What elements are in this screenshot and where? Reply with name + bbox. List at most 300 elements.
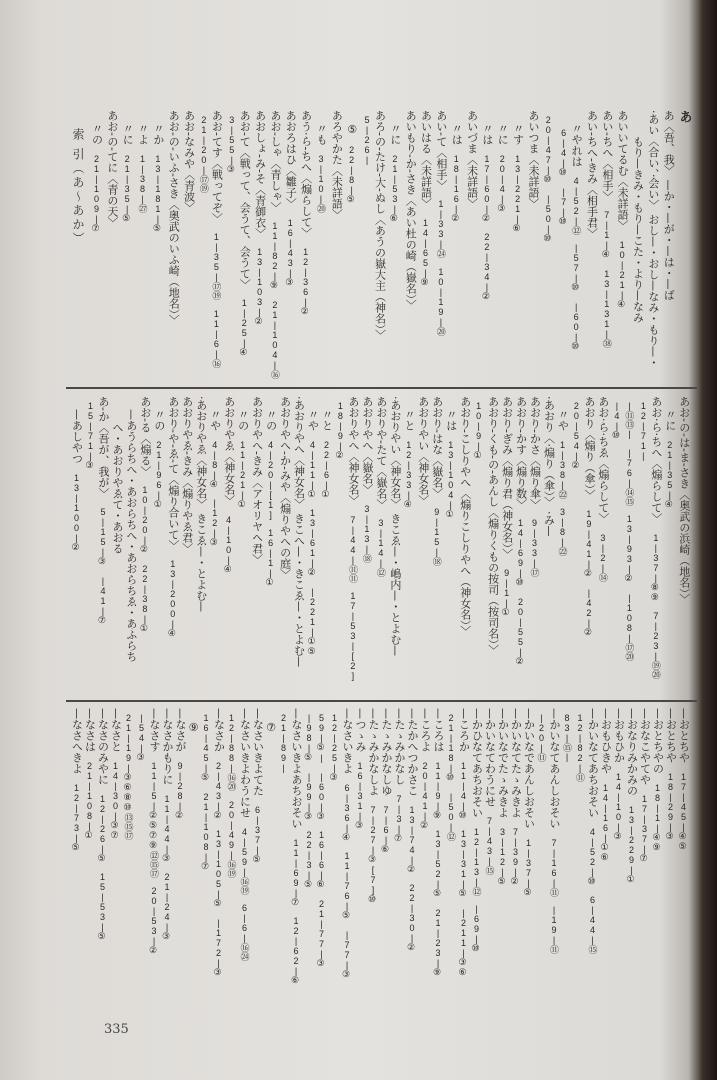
index-entry (70, 396, 83, 694)
entry-reference: |99|③ (304, 771, 314, 822)
entry-reference: 14|16|①⑥ (600, 782, 611, 863)
index-entry (334, 396, 359, 694)
entry-headword: —なさと (109, 708, 123, 752)
divider-rule (66, 700, 697, 702)
entry-reference: 13|229|① (626, 804, 637, 885)
entry-reference: 11|44|③ (162, 793, 172, 864)
entry-reference: 1|38|㉒ (557, 439, 568, 499)
index-entry (511, 110, 524, 382)
entry-headword: 〃の (264, 409, 278, 431)
entry-headword: —かいなてたゝみきよ (509, 708, 523, 818)
entry-reference: 3|14|⑫ (375, 518, 386, 578)
entry-reference: 12|71| (638, 401, 649, 461)
entry-headword: あ-か〈吾が、我が〉 (96, 396, 110, 499)
entry-headword: —おもひか (612, 708, 626, 763)
index-entry (664, 708, 677, 1010)
index-entry (200, 708, 225, 1010)
entry-reference: |4|⑩ (611, 401, 622, 441)
entry-headword: あおり-かさ〈煽り傘〉 (528, 396, 542, 510)
index-entry (84, 396, 109, 694)
entry-headword: —ころか (457, 708, 471, 752)
entry-reference: 7|16|⑪ (549, 837, 559, 897)
entry-reference: 12|73|⑤ (71, 782, 82, 853)
entry-headword: あおりやゑ-きみ〈煽りやゑ君〉 (180, 396, 194, 554)
index-entry (419, 708, 432, 1010)
entry-reference: 83|⑮| (562, 713, 572, 762)
entry-headword: あお-しゃ〈青しゃ〉 (268, 110, 282, 213)
index-entry (138, 396, 151, 694)
entry-headword: あおりやい〈神女名〉 (416, 396, 430, 506)
entry-reference: 13|61|② (307, 508, 318, 578)
index-entry (251, 708, 264, 1010)
entry-reference: 7|23|⑲⑳ (650, 611, 661, 679)
index-entry (277, 708, 302, 1010)
entry-reference: 7|43|⑮ (484, 815, 495, 875)
index-entry (465, 110, 478, 382)
entry-reference: 21|18|⑩ (446, 713, 456, 783)
entry-headword: あおりや-たて〈嶽名〉 (374, 396, 388, 510)
entry-headword: 〃に (388, 123, 402, 145)
entry-headword: 〃やれは (570, 123, 584, 167)
entry-headword: あう·ら-ちへ〈煽らして〉 (299, 110, 313, 239)
index-entry (360, 396, 373, 694)
entry-headword: あおり-や-ゑ-て〈煽り合いて〉 (166, 396, 180, 551)
entry-headword: あろ-の-たけ-大-ぬし〈あうの嶽大主（神名）〉 (373, 110, 387, 341)
entry-reference: |172|③ (213, 917, 224, 978)
entry-reference: 13|93|② (624, 514, 635, 584)
index-entry (434, 110, 447, 382)
entry-headword: —かいなてあちおそい (586, 708, 600, 818)
index-entry (500, 396, 513, 694)
entry-reference: 1|33|㉔ (435, 199, 446, 259)
entry-reference: 18|1|④⑨ (652, 782, 663, 853)
entry-reference: 10|21|④ (617, 239, 628, 310)
entry-headword: 〃か (151, 123, 165, 145)
entry-headword: —おもひきや (599, 708, 613, 774)
entry-reference: |19|⑪ (549, 905, 559, 954)
entry-reference: 21|109|⑦ (91, 153, 102, 234)
entry-headword: あい-ちへ-きみ〈相手君〉 (585, 110, 599, 239)
entry-headword: あおりやへ〈神女名〉 (346, 396, 360, 506)
index-entry (182, 110, 195, 382)
index-entry (328, 708, 353, 1010)
entry-reference: 21|104|⑯ (269, 299, 280, 379)
index-entry (194, 396, 207, 694)
entry-reference: 13|74|② (407, 804, 417, 875)
index-entry (225, 110, 250, 382)
entry-reference: 9|28|② (175, 760, 185, 821)
entry-reference: 18|29|③ (665, 771, 676, 842)
entry-headword: —つゝみ (354, 708, 367, 752)
index-entry (637, 396, 662, 694)
index-entry (208, 396, 221, 694)
index-entry (264, 396, 277, 694)
entry-reference: 7|27|③[7]⑩ (368, 804, 378, 905)
entry-reference: 21|23|⑨ (433, 907, 443, 978)
entry-reference: 13|103|② (254, 247, 265, 328)
index-entry (90, 110, 103, 382)
index-entry (225, 708, 238, 1010)
index-entry (264, 708, 277, 1010)
entry-reference: 13|100|② (71, 472, 82, 553)
index-entry (677, 396, 690, 694)
entry-headword: —ころは (432, 708, 445, 752)
index-entry (509, 708, 522, 1010)
entry-headword: あおりやへ-か-みや〈煽りやへの庭〉 (278, 396, 292, 580)
index-entry (96, 708, 109, 1010)
entry-reference: 3|55|③ (226, 115, 237, 175)
entry-headword: 〃と (320, 409, 334, 431)
index-entry (445, 708, 470, 1010)
entry-reference: |20|⑪ (536, 713, 547, 762)
entry-reference: 6|4|⑩ (558, 128, 569, 178)
index-entry (166, 396, 179, 694)
entry-reference: |77|③ (342, 929, 352, 980)
entry-reference: 20|53|② (149, 886, 159, 956)
index-entry (472, 396, 485, 694)
index-entry (345, 110, 358, 382)
index-entry (161, 708, 174, 1010)
entry-reference: |54|③ (136, 713, 147, 763)
entry-reference: 15|71|③ (85, 401, 96, 471)
entry-reference: 13|131|㊳ (601, 268, 612, 348)
index-entry (314, 110, 327, 382)
entry-headword: あいはる〈未詳語〉 (419, 110, 433, 209)
index-entry (599, 708, 612, 1010)
entry-reference: 21|108|① (84, 760, 95, 841)
entry-headword: —なさいきよわうにせ (238, 708, 252, 818)
entry-reference: 11|4|⑩ (458, 760, 469, 821)
index-entry (292, 396, 305, 694)
index-band-top (90, 110, 690, 382)
entry-headword: あおりやへ〈嶽名〉 (360, 396, 374, 495)
entry-headword: 〃に (496, 123, 510, 145)
entry-headword: —なさか (212, 708, 226, 752)
entry-reference: 4|52|⑫ (571, 175, 582, 235)
entry-reference: 22|34|② (481, 232, 492, 302)
entry-reference: 22|8|⑤ (346, 144, 357, 205)
index-entry (486, 396, 499, 694)
index-entry (585, 110, 598, 382)
entry-reference: 5|15|③ (97, 507, 108, 568)
entry-reference: 1|37|⑤ (523, 837, 534, 898)
index-entry (450, 110, 463, 382)
index-entry (496, 708, 509, 1010)
entry-reference: 7|44|⑪⑪ (347, 514, 358, 583)
entry-reference: |60|③ (316, 771, 327, 822)
entry-reference: 3|10|⑳ (315, 153, 326, 213)
entry-reference: |76|⑭⑮ (624, 447, 635, 506)
index-entry (380, 708, 393, 1010)
entry-reference: 14|10|③ (613, 771, 624, 842)
entry-headword: —たかへつかさこ (406, 708, 419, 796)
entry-headword: 〃の (236, 409, 250, 431)
entry-headword: あい-ちへ〈相手〉 (600, 110, 614, 202)
entry-reference: 22|3|⑤ (304, 830, 314, 890)
entry-headword: —おとちやの (651, 708, 665, 774)
entry-reference: 4|20|[1] (265, 439, 276, 520)
entry-reference: 10|19|⑳ (435, 266, 446, 336)
index-entry (444, 396, 457, 694)
entry-headword: あろやかた〈未詳語〉 (330, 110, 344, 220)
entry-reference: 12|62|⑥ (291, 916, 301, 986)
entry-reference: 6|37|⑤ (252, 804, 263, 865)
entry-headword: ⑦ (264, 721, 278, 734)
entry-reference: 21|77|③ (316, 898, 327, 969)
index-entry (393, 708, 406, 1010)
entry-reference: 21|35|④ (664, 439, 675, 510)
entry-headword: ·あおり〈·煽り（傘）〉 ·み— (542, 396, 556, 537)
entry-headword: —なさいきよあちおそい (290, 708, 303, 829)
index-entry (136, 110, 149, 382)
entry-headword: あおり-かす〈煽り数〉 (514, 396, 528, 510)
entry-reference: |12|③ (209, 498, 220, 548)
entry-reference: 20|47|⑩ (543, 115, 554, 185)
entry-reference: |57|⑩ (571, 243, 582, 293)
index-entry (638, 708, 651, 1010)
entry-reference: 4|8|④ (209, 439, 220, 490)
index-entry (151, 110, 164, 382)
index-entry (662, 110, 675, 382)
entry-headword: —なさのみやに (96, 708, 110, 785)
index-entry (416, 396, 429, 694)
entry-headword: あおりやへ-きみ〈アオリヤヘ君〉 (250, 396, 264, 565)
entry-headword: あいづま〈未詳語〉 (465, 110, 479, 209)
entry-headword: あおしょ-み-そ〈青御衣〉 (253, 110, 267, 239)
index-entry (574, 708, 599, 1010)
section-heading: あ (676, 110, 692, 123)
entry-reference: 22|38|① (139, 563, 150, 634)
index-entry (535, 708, 560, 1010)
entry-headword: あおり-くも-の-あんし〈煽りくもの按司（按司名）〉 (486, 396, 500, 656)
entry-reference: 17|53|[2] (347, 591, 358, 681)
index-entry (122, 708, 135, 1010)
index-entry (83, 708, 96, 1010)
entry-headword: 〃に (121, 123, 135, 145)
index-entry (361, 110, 386, 382)
entry-reference: 20|54|② (571, 401, 582, 471)
page-number: 335 (104, 1022, 129, 1037)
index-entry (253, 110, 266, 382)
entry-headword: あいもり-か-さき〈あい杜の崎（嶽名）〉 (404, 110, 418, 311)
index-entry (70, 708, 83, 1010)
entry-reference: 16|31|③ (355, 760, 365, 831)
entry-headword: あいつま〈未詳語〉 (526, 110, 540, 209)
index-entry (610, 396, 635, 694)
page-header: 索 引（あ〜あか） (71, 128, 85, 246)
entry-reference: 6|44|⑮ (587, 895, 598, 954)
entry-reference: 2|43|② (213, 760, 224, 821)
index-entry (109, 708, 122, 1010)
entry-headword: あお-てす〈戦ってぞ〉 (210, 110, 224, 224)
entry-headword: あお-て〈戦って、会うて、会うて〉 (238, 110, 252, 290)
entry-reference: 10|20|② (139, 485, 150, 556)
entry-reference: |50|⑫ (446, 791, 456, 841)
index-entry (646, 110, 659, 382)
index-band-bottom (70, 708, 690, 1010)
entry-reference: 11|5|②⑤⑦⑨⑫⑮⑰ (149, 760, 159, 878)
entry-headword: ·あおりやゑ〈神女名〉 きこゑ—・とよむ— (194, 396, 208, 612)
index-entry (238, 708, 251, 1010)
entry-reference: 21|20|⑰⑲ (198, 115, 209, 193)
entry-reference: 12|88|⑯⑳ (226, 713, 237, 791)
entry-headword: あ〈吾、我〉 —か・—が・—は・—ば (662, 110, 676, 301)
index-entry (236, 396, 249, 694)
index-entry (330, 110, 343, 382)
index-entry (480, 110, 493, 382)
entry-headword: あおり〈煽り（傘）〉 (582, 396, 596, 501)
index-entry (677, 708, 690, 1010)
entry-headword: あお·ら·ちへ〈煽らして〉 (649, 396, 663, 524)
entry-reference: 9|1|① (501, 567, 512, 618)
entry-headword: あおりやゑ〈神女名〉 (222, 396, 236, 506)
entry-reference: 15|53|⑤ (97, 872, 108, 942)
entry-reference: 4|59|⑯⑲ (239, 826, 250, 895)
index-entry (616, 110, 629, 382)
index-entry (404, 110, 417, 382)
index-entry (631, 110, 644, 382)
index-entry (135, 708, 160, 1010)
index-entry (402, 396, 415, 694)
index-entry (542, 110, 555, 382)
entry-reference: |41|⑦ (97, 575, 108, 626)
entry-headword: —かいなであんしおそい (522, 708, 536, 829)
index-entry (124, 396, 137, 694)
entry-reference: 3|12|⑤ (497, 826, 508, 887)
entry-headword: —あしやつ (70, 409, 84, 464)
index-entry (152, 396, 165, 694)
entry-reference: 9|33|⑰ (529, 518, 540, 578)
entry-reference: 22|6|① (321, 439, 332, 500)
index-entry (677, 110, 690, 382)
entry-reference: 7|1|④ (601, 210, 612, 261)
entry-headword: —なさいきよてた (251, 708, 265, 796)
entry-reference: 11|21|① (237, 439, 248, 510)
entry-reference: 7|3|⑦ (394, 793, 404, 844)
index-entry (121, 110, 134, 382)
index-entry (596, 396, 609, 694)
entry-headword: 〃に (663, 409, 677, 431)
entry-headword: あお-なみや〈青波〉 (182, 110, 196, 213)
entry-reference: 17|60|② (481, 153, 492, 224)
entry-reference: 1|35|⑰⑲ (211, 232, 222, 301)
entry-reference: 11|82|⑨ (269, 221, 280, 292)
entry-reference: 16|45|⑤ (201, 713, 211, 783)
entry-headword: 〃は (480, 123, 494, 145)
index-entry (458, 396, 471, 694)
entry-headword: あお-の-いふ-さき〈奥武のいふ崎（地名）〉 (167, 110, 181, 326)
entry-reference: 11|9|⑨ (433, 760, 443, 821)
index-entry (354, 708, 367, 1010)
index-entry (406, 708, 419, 1010)
index-band-middle (70, 396, 690, 694)
index-entry (470, 708, 483, 1010)
entry-reference: 16|6|⑥ (316, 830, 327, 890)
index-entry (514, 396, 527, 694)
index-entry (278, 396, 291, 694)
entry-reference: |60|⑩ (571, 301, 582, 352)
entry-headword: —なさが (174, 708, 187, 752)
entry-reference: 12|26|⑤ (97, 793, 108, 864)
entry-reference: 21|108|⑦ (201, 791, 211, 872)
entry-reference: 3|13|⑱ (361, 503, 372, 563)
entry-reference: 22|30|② (407, 883, 417, 953)
index-entry (197, 110, 222, 382)
entry-reference: 11|6|⑯ (211, 308, 222, 368)
entry-reference: 18|16|② (451, 153, 462, 224)
entry-reference: 20|41|② (420, 760, 430, 831)
entry-headword: —なさす (148, 708, 161, 752)
entry-reference: 6|6|⑯㉔ (239, 903, 250, 961)
entry-headword: あお-の-は-ま-さき〈奥武の浜崎（地名）〉 (677, 396, 691, 605)
index-entry (663, 396, 676, 694)
entry-headword: —あうらちへ・あおらちへ・あおらちゑ・あふらち (124, 409, 138, 662)
entry-headword: 〃と (402, 409, 416, 431)
entry-headword: あお·ら·ちゑ〈煽らして〉 (596, 396, 610, 524)
entry-headword: 〃も (314, 123, 328, 145)
index-entry (250, 396, 263, 694)
index-entry (367, 708, 380, 1010)
entry-reference: 18|9|② (335, 401, 346, 461)
entry-reference: |50|⑩ (543, 193, 554, 244)
entry-reference: 12|33|④ (403, 439, 414, 510)
entry-reference: 10|9|① (473, 401, 484, 461)
entry-headword: あおり-ぎみ〈煽り君（神女名）〉 (500, 396, 514, 560)
entry-reference: 3|2|⑭ (597, 532, 608, 582)
index-entry (542, 396, 555, 694)
entry-headword: 〃や (556, 409, 570, 431)
entry-headword: —おとちや (677, 708, 691, 763)
index-entry (187, 708, 200, 1010)
entry-headword: もり—きみ・もり—こた・より—なみ (631, 136, 645, 323)
entry-headword: あおろはひ〈雛子〉 (284, 110, 298, 209)
entry-headword: —なさいきよ (341, 708, 354, 774)
entry-headword: 〃す (511, 123, 525, 145)
index-entry (180, 396, 193, 694)
index-entry (651, 708, 664, 1010)
entry-headword: —おとちや (664, 708, 678, 763)
entry-reference: 21|53|⑥ (389, 153, 400, 224)
entry-reference: 16|1|① (265, 528, 276, 588)
entry-headword: あおり-こしりやへ〈煽りこしりやへ（神女名）〉 (458, 396, 472, 637)
index-entry (483, 708, 496, 1010)
index-entry (110, 396, 123, 694)
index-entry (561, 708, 574, 1010)
entry-headword: —なさへきよ (70, 708, 84, 774)
entry-headword: ·あおりやへ〈神女名〉 きこへ—・きこゑ—・とよむ— (292, 396, 306, 667)
entry-reference: 20|49|⑯⑲ (226, 799, 237, 878)
entry-headword: あお-の-てに〈青の天〉 (105, 110, 119, 228)
entry-reference: 9|15|⑱ (431, 507, 442, 567)
index-entry (388, 110, 401, 382)
index-entry (306, 396, 319, 694)
entry-reference: 12|13|⑫ (471, 826, 482, 896)
entry-reference: 5|26| (362, 115, 372, 165)
entry-reference: 7|6|⑥ (381, 804, 391, 855)
entry-headword: —ころよ (419, 708, 432, 752)
index-entry (222, 396, 235, 694)
entry-headword: 〃は (444, 409, 458, 431)
entry-reference: |69|⑩ (471, 904, 482, 954)
entry-headword: あおり-はな〈嶽名〉 (430, 396, 444, 499)
entry-reference: 20|55|② (515, 596, 526, 667)
entry-reference: 21|96|① (153, 439, 164, 510)
entry-headword: あいいてるむ〈未詳語〉 (616, 110, 630, 231)
index-entry (268, 110, 281, 382)
entry-headword: 〃の (90, 123, 104, 145)
entry-reference: 4|52|⑩ (587, 826, 598, 887)
entry-reference: |221|①⑤ (307, 586, 318, 657)
